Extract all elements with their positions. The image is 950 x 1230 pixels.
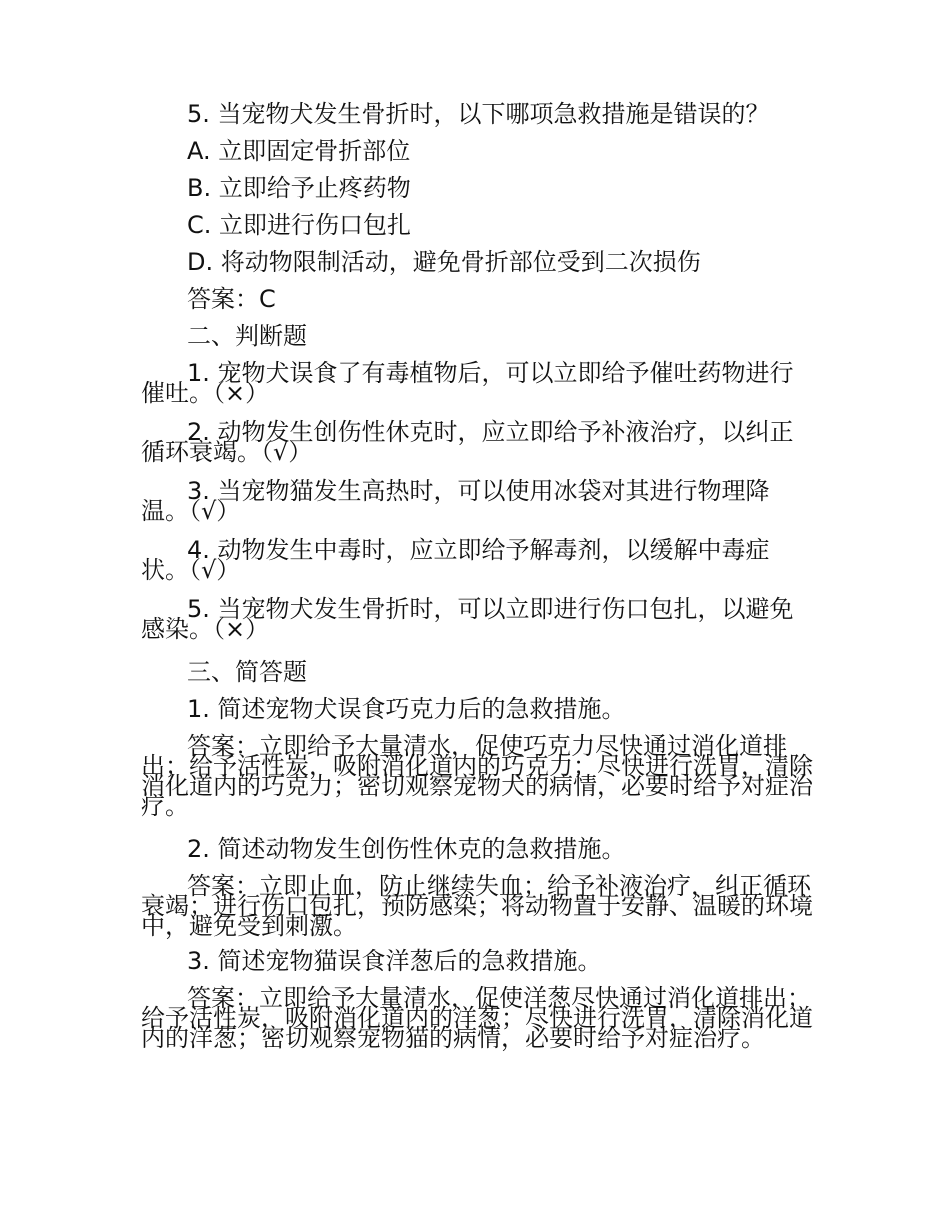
true-false-item: 4. 动物发生中毒时，应立即给予解毒剂，以缓解中毒症状。（√） bbox=[141, 536, 770, 584]
option-a: A. 立即固定骨折部位 bbox=[187, 137, 411, 165]
question-text: 5. 当宠物犬发生骨折时，以下哪项急救措施是错误的？ bbox=[187, 100, 770, 128]
short-answer-answer: 答案：立即给予大量清水，促使巧克力尽快通过消化道排出；给予活性炭，吸附消化道内的巧克力；尽快进行洗胃，清除消化道内的巧克力；密切观察宠物犬的病情，必要时给予对症治疗。 bbox=[141, 732, 813, 820]
option-d: D. 将动物限制活动，避免骨折部位受到二次损伤 bbox=[187, 248, 701, 276]
true-false-item: 3. 当宠物猫发生高热时，可以使用冰袋对其进行物理降温。（√） bbox=[141, 477, 770, 525]
section-heading-true-false: 二、判断题 bbox=[187, 322, 307, 350]
short-answer-answer: 答案：立即止血，防止继续失血；给予补液治疗，纠正循环衰竭；进行伤口包扎，预防感染；将动物置于安静、温暖的环境中，避免受到刺激。 bbox=[141, 872, 813, 940]
true-false-item: 1. 宠物犬误食了有毒植物后，可以立即给予催吐药物进行催吐。（×） bbox=[141, 359, 794, 407]
true-false-item: 5. 当宠物犬发生骨折时，可以立即进行伤口包扎，以避免感染。（×） bbox=[141, 595, 794, 643]
option-b: B. 立即给予止疼药物 bbox=[187, 174, 411, 202]
short-answer-question: 3. 简述宠物猫误食洋葱后的急救措施。 bbox=[187, 947, 602, 975]
short-answer-question: 2. 简述动物发生创伤性休克的急救措施。 bbox=[187, 835, 626, 863]
true-false-item: 2. 动物发生创伤性休克时，应立即给予补液治疗，以纠正循环衰竭。（√） bbox=[141, 418, 794, 466]
document-page bbox=[141, 100, 813, 1091]
section-heading-short-answer: 三、简答题 bbox=[187, 658, 307, 686]
answer-text: 答案：C bbox=[187, 285, 276, 313]
short-answer-question: 1. 简述宠物犬误食巧克力后的急救措施。 bbox=[187, 695, 626, 723]
short-answer-answer: 答案：立即给予大量清水，促使洋葱尽快通过消化道排出；给予活性炭，吸附消化道内的洋葱；尽快进行洗胃，清除消化道内的洋葱；密切观察宠物猫的病情，必要时给予对症治疗。 bbox=[141, 984, 813, 1052]
option-c: C. 立即进行伤口包扎 bbox=[187, 211, 412, 239]
